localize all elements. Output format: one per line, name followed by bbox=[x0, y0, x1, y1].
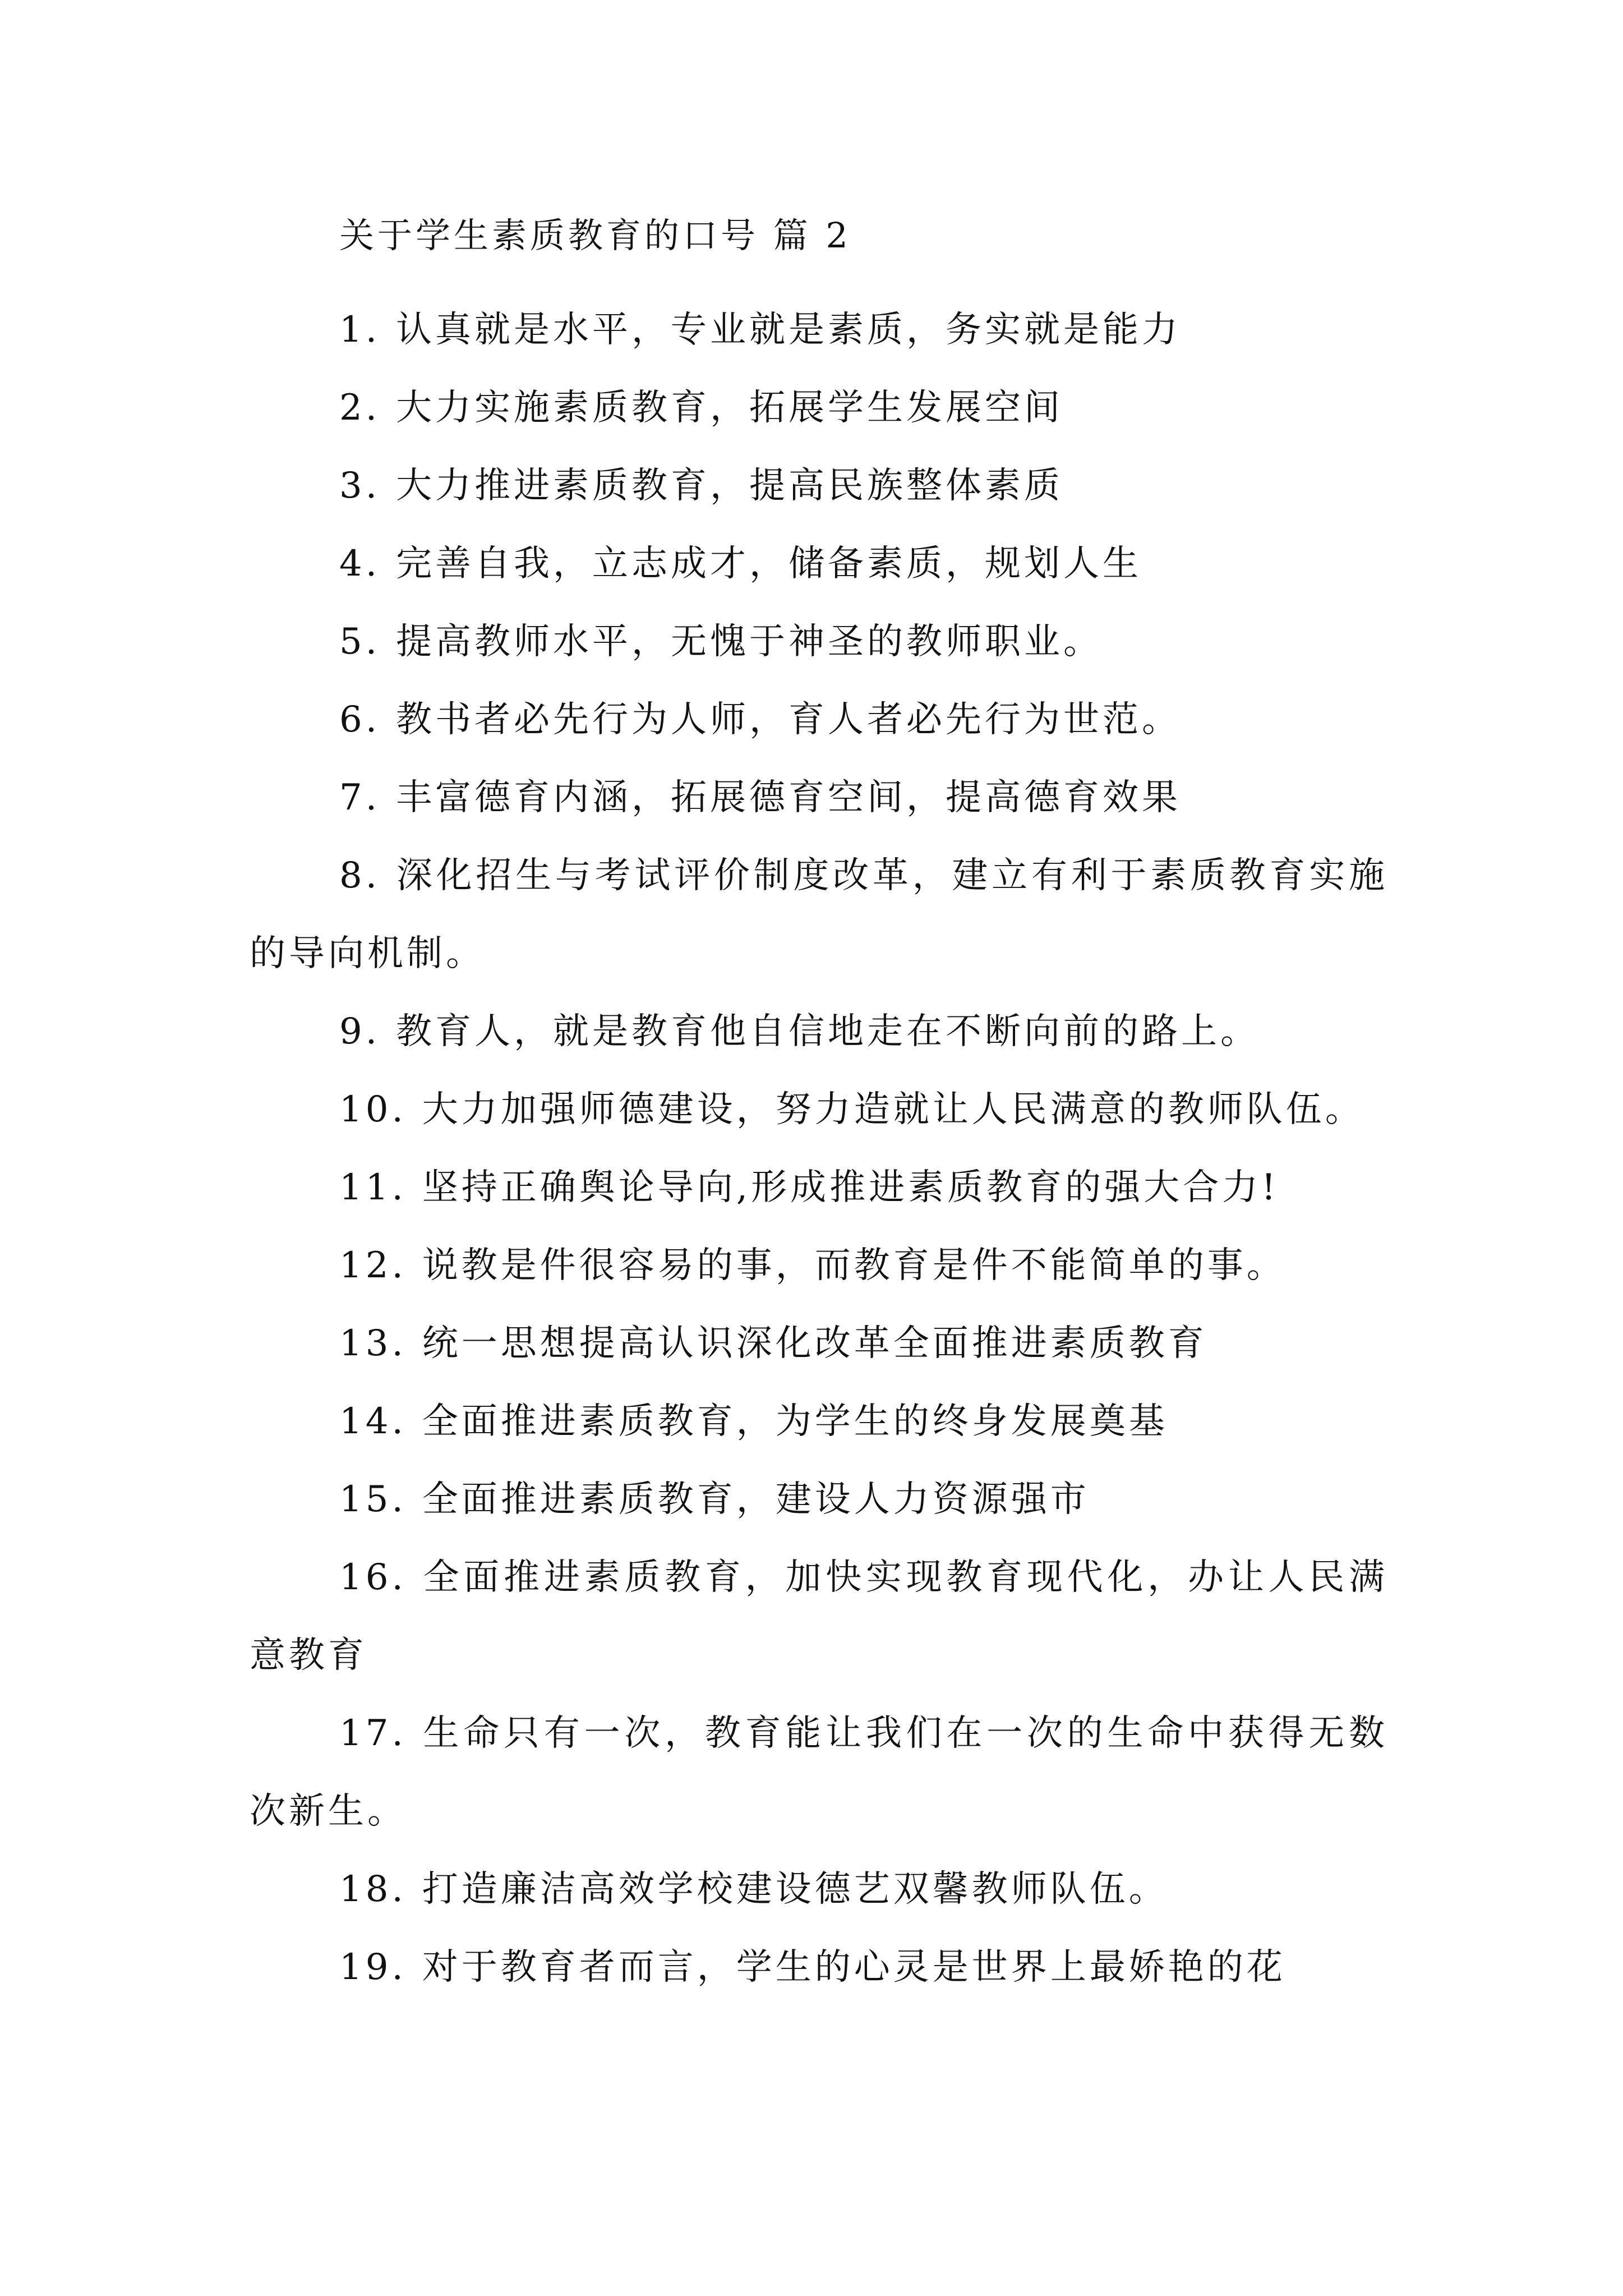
slogan-text: 打造廉洁高效学校建设德艺双馨教师队伍。 bbox=[422, 1869, 1168, 1910]
slogan-text: 说教是件很容易的事，而教育是件不能简单的事。 bbox=[422, 1245, 1286, 1286]
slogan-item bbox=[250, 993, 1388, 1071]
slogan-item bbox=[250, 369, 1388, 447]
slogan-number: 11. bbox=[339, 1167, 407, 1208]
slogan-item bbox=[250, 603, 1388, 681]
slogan-number: 14. bbox=[339, 1401, 407, 1442]
slogan-item bbox=[250, 759, 1388, 837]
slogan-text: 统一思想提高认识深化改革全面推进素质教育 bbox=[422, 1323, 1207, 1364]
slogan-item bbox=[250, 1071, 1388, 1149]
slogan-item bbox=[250, 525, 1388, 603]
slogan-item bbox=[250, 1305, 1388, 1383]
slogan-item bbox=[250, 681, 1388, 759]
slogan-text: 对于教育者而言，学生的心灵是世界上最娇艳的花 bbox=[422, 1947, 1286, 1988]
slogan-text: 坚持正确舆论导向,形成推进素质教育的强大合力! bbox=[422, 1167, 1279, 1208]
slogan-item bbox=[250, 1695, 1388, 1851]
slogan-number: 19. bbox=[339, 1947, 407, 1988]
slogan-text: 丰富德育内涵，拓展德育空间，提高德育效果 bbox=[396, 777, 1182, 818]
slogan-number: 16. bbox=[339, 1557, 407, 1598]
slogan-item bbox=[250, 1539, 1388, 1695]
slogan-item bbox=[250, 1383, 1388, 1461]
slogan-text: 提高教师水平，无愧于神圣的教师职业。 bbox=[396, 621, 1103, 662]
slogan-number: 7. bbox=[339, 777, 381, 818]
document-title: 关于学生素质教育的口号 篇 2 bbox=[339, 215, 851, 256]
slogan-item bbox=[250, 447, 1388, 525]
slogan-number: 10. bbox=[339, 1089, 407, 1130]
slogan-item bbox=[250, 837, 1388, 993]
slogan-number: 12. bbox=[339, 1245, 407, 1286]
document-body bbox=[250, 213, 1388, 2007]
slogan-number: 17. bbox=[339, 1713, 407, 1754]
slogan-text: 全面推进素质教育，为学生的终身发展奠基 bbox=[422, 1401, 1168, 1442]
slogan-text: 全面推进素质教育，加快实现教育现代化，办让人民满意教育 bbox=[250, 1557, 1388, 1676]
slogan-item bbox=[250, 1929, 1388, 2007]
slogan-list bbox=[250, 291, 1388, 2007]
slogan-text: 教育人，就是教育他自信地走在不断向前的路上。 bbox=[396, 1011, 1260, 1052]
slogan-number: 18. bbox=[339, 1869, 407, 1910]
slogan-item bbox=[250, 1851, 1388, 1929]
slogan-number: 5. bbox=[339, 621, 381, 662]
slogan-number: 15. bbox=[339, 1479, 407, 1520]
slogan-number: 2. bbox=[339, 387, 381, 429]
slogan-item bbox=[250, 1149, 1388, 1227]
slogan-number: 8. bbox=[339, 855, 381, 896]
slogan-item bbox=[250, 1227, 1388, 1305]
slogan-text: 教书者必先行为人师，育人者必先行为世范。 bbox=[396, 699, 1182, 740]
slogan-text: 生命只有一次，教育能让我们在一次的生命中获得无数次新生。 bbox=[250, 1713, 1388, 1832]
slogan-number: 3. bbox=[339, 465, 381, 507]
slogan-text: 认真就是水平，专业就是素质，务实就是能力 bbox=[396, 309, 1182, 351]
slogan-text: 大力加强师德建设，努力造就让人民满意的教师队伍。 bbox=[422, 1089, 1364, 1130]
slogan-number: 1. bbox=[339, 309, 381, 351]
slogan-number: 4. bbox=[339, 543, 381, 585]
slogan-text: 大力实施素质教育，拓展学生发展空间 bbox=[396, 387, 1064, 429]
slogan-number: 9. bbox=[339, 1011, 381, 1052]
slogan-number: 13. bbox=[339, 1323, 407, 1364]
slogan-item bbox=[250, 291, 1388, 369]
slogan-number: 6. bbox=[339, 699, 381, 740]
slogan-text: 深化招生与考试评价制度改革，建立有利于素质教育实施的导向机制。 bbox=[250, 855, 1388, 974]
slogan-text: 完善自我，立志成才，储备素质，规划人生 bbox=[396, 543, 1142, 585]
slogan-text: 大力推进素质教育，提高民族整体素质 bbox=[396, 465, 1064, 507]
slogan-item bbox=[250, 1461, 1388, 1539]
slogan-text: 全面推进素质教育，建设人力资源强市 bbox=[422, 1479, 1090, 1520]
